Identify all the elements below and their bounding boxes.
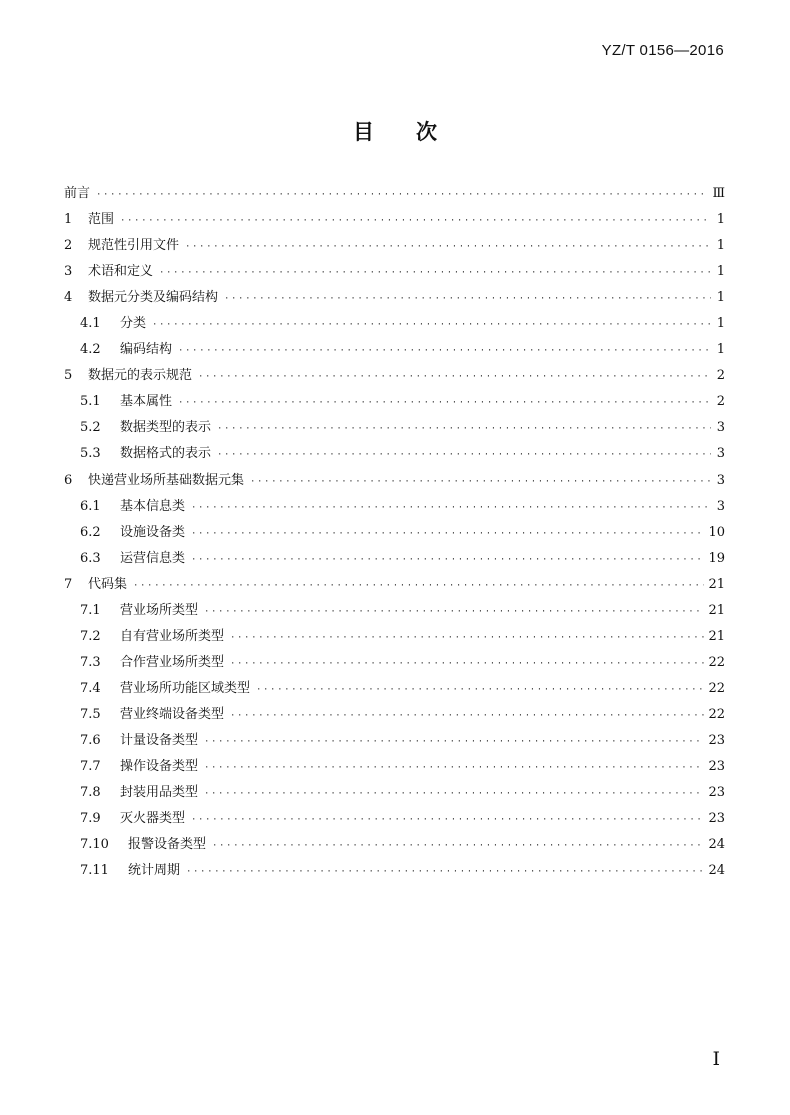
toc-entry[interactable] xyxy=(64,598,725,624)
toc-entry-title: 前言 xyxy=(64,186,91,201)
toc-entry[interactable] xyxy=(64,207,725,233)
toc-page-number: 1 xyxy=(716,212,725,228)
toc-dot-leader xyxy=(204,729,704,755)
toc-dot-leader xyxy=(191,521,704,547)
toc-page-number: 2 xyxy=(716,368,725,384)
toc-dot-leader xyxy=(230,703,704,729)
toc-entry-number: 2 xyxy=(64,238,73,254)
toc-dot-leader xyxy=(217,442,711,468)
toc-entry-number: 7.1 xyxy=(80,602,101,618)
toc-entry-title: 营业场所类型 xyxy=(120,602,199,618)
toc-entry[interactable] xyxy=(64,780,725,806)
toc-page-number: 19 xyxy=(708,550,725,566)
toc-entry-title: 营业场所功能区域类型 xyxy=(120,680,251,696)
toc-entry[interactable] xyxy=(64,858,725,884)
toc-dot-leader xyxy=(178,390,711,416)
toc-entry[interactable] xyxy=(64,546,725,572)
toc-entry[interactable] xyxy=(64,233,725,259)
toc-entry-number: 1 xyxy=(64,212,73,228)
toc-entry[interactable] xyxy=(64,181,725,207)
toc-page-number: 1 xyxy=(716,316,725,332)
title-char-2: 次 xyxy=(416,120,437,144)
toc-entry-title: 计量设备类型 xyxy=(120,732,199,748)
toc-page-number: 3 xyxy=(716,498,725,514)
document-code: YZ/T 0156—2016 xyxy=(601,42,724,59)
toc-entry-number: 7.4 xyxy=(80,680,101,696)
toc-page-number: Ⅲ xyxy=(712,186,725,201)
toc-entry-title: 术语和定义 xyxy=(88,264,154,280)
toc-entry-title: 代码集 xyxy=(88,576,128,592)
toc-entry-number: 6.2 xyxy=(80,524,101,540)
toc-entry-title: 基本信息类 xyxy=(120,498,186,514)
toc-entry[interactable] xyxy=(64,363,725,389)
toc-entry-title: 编码结构 xyxy=(120,342,173,358)
toc-entry-title: 操作设备类型 xyxy=(120,759,199,775)
table-of-contents xyxy=(64,181,725,884)
toc-page-number: 1 xyxy=(716,342,725,358)
toc-entry[interactable] xyxy=(64,676,725,702)
toc-entry[interactable] xyxy=(64,441,725,467)
toc-dot-leader xyxy=(186,859,704,885)
toc-page-number: 21 xyxy=(708,628,725,644)
page-title xyxy=(0,116,790,146)
toc-page-number: 21 xyxy=(708,602,725,618)
toc-entry-number: 6.3 xyxy=(80,550,101,566)
toc-dot-leader xyxy=(230,625,704,651)
toc-dot-leader xyxy=(204,781,704,807)
title-char-1: 目 xyxy=(353,120,374,144)
toc-entry-number: 5.1 xyxy=(80,394,101,410)
toc-entry-title: 灭火器类型 xyxy=(120,811,186,827)
toc-entry-number: 4 xyxy=(64,290,73,306)
toc-entry[interactable] xyxy=(64,624,725,650)
toc-page-number: 3 xyxy=(716,472,725,488)
toc-page-number: 23 xyxy=(708,785,725,801)
toc-entry[interactable] xyxy=(64,468,725,494)
toc-page-number: 22 xyxy=(708,654,725,670)
toc-page-number: 1 xyxy=(716,290,725,306)
toc-dot-leader xyxy=(159,260,711,286)
toc-page-number: 2 xyxy=(716,394,725,410)
toc-entry-number: 3 xyxy=(64,264,73,280)
toc-page-number: 24 xyxy=(708,837,725,853)
toc-entry-title: 范围 xyxy=(88,212,115,228)
toc-entry[interactable] xyxy=(64,285,725,311)
toc-dot-leader xyxy=(250,469,711,495)
toc-entry-title: 数据元的表示规范 xyxy=(88,368,193,384)
toc-entry-number: 7.9 xyxy=(80,811,101,827)
toc-entry-number: 7.6 xyxy=(80,732,101,748)
toc-entry-number: 6.1 xyxy=(80,498,101,514)
toc-entry-title: 自有营业场所类型 xyxy=(120,628,225,644)
toc-dot-leader xyxy=(204,599,704,625)
toc-entry-title: 报警设备类型 xyxy=(128,837,207,853)
toc-dot-leader xyxy=(224,286,711,312)
toc-entry[interactable] xyxy=(64,728,725,754)
toc-dot-leader xyxy=(191,547,704,573)
toc-dot-leader xyxy=(256,677,704,703)
toc-entry-number: 5 xyxy=(64,368,73,384)
toc-page-number: 23 xyxy=(708,732,725,748)
page-folio: I xyxy=(712,1048,720,1070)
toc-entry[interactable] xyxy=(64,832,725,858)
toc-entry[interactable] xyxy=(64,494,725,520)
toc-entry-title: 基本属性 xyxy=(120,394,173,410)
toc-entry[interactable] xyxy=(64,520,725,546)
toc-entry-number: 7.7 xyxy=(80,759,101,775)
toc-page-number: 21 xyxy=(708,576,725,592)
toc-dot-leader xyxy=(204,755,704,781)
toc-entry-number: 7.11 xyxy=(80,863,109,879)
toc-entry-number: 7.10 xyxy=(80,837,109,853)
toc-dot-leader xyxy=(212,833,704,859)
toc-dot-leader xyxy=(185,234,711,260)
toc-dot-leader xyxy=(96,182,708,208)
toc-dot-leader xyxy=(191,807,704,833)
toc-entry-title: 数据格式的表示 xyxy=(120,446,212,462)
toc-entry-title: 运营信息类 xyxy=(120,550,186,566)
toc-dot-leader xyxy=(198,364,711,390)
toc-page-number: 3 xyxy=(716,420,725,436)
toc-dot-leader xyxy=(230,651,704,677)
toc-entry-title: 设施设备类 xyxy=(120,524,186,540)
toc-entry-title: 封装用品类型 xyxy=(120,785,199,801)
toc-entry[interactable] xyxy=(64,389,725,415)
toc-page-number: 1 xyxy=(716,264,725,280)
toc-entry-title: 营业终端设备类型 xyxy=(120,706,225,722)
toc-entry[interactable] xyxy=(64,702,725,728)
toc-entry-title: 快递营业场所基础数据元集 xyxy=(88,472,245,488)
toc-entry-number: 7.3 xyxy=(80,654,101,670)
toc-dot-leader xyxy=(191,495,711,521)
toc-entry[interactable] xyxy=(64,337,725,363)
toc-entry-title: 统计周期 xyxy=(128,863,181,879)
toc-entry-title: 分类 xyxy=(120,316,147,332)
toc-page-number: 10 xyxy=(708,524,725,540)
toc-entry-number: 7 xyxy=(64,576,73,592)
toc-entry-number: 4.2 xyxy=(80,342,101,358)
toc-dot-leader xyxy=(133,573,704,599)
toc-entry[interactable] xyxy=(64,259,725,285)
toc-entry-title: 数据元分类及编码结构 xyxy=(88,290,219,306)
toc-page-number: 22 xyxy=(708,680,725,696)
toc-page-number: 22 xyxy=(708,706,725,722)
toc-entry-number: 5.3 xyxy=(80,446,101,462)
toc-page-number: 1 xyxy=(716,238,725,254)
toc-entry-number: 7.5 xyxy=(80,706,101,722)
toc-entry-number: 7.2 xyxy=(80,628,101,644)
toc-entry[interactable] xyxy=(64,650,725,676)
toc-entry[interactable] xyxy=(64,311,725,337)
toc-entry-number: 5.2 xyxy=(80,420,101,436)
toc-entry-title: 合作营业场所类型 xyxy=(120,654,225,670)
toc-page-number: 3 xyxy=(716,446,725,462)
toc-page-number: 23 xyxy=(708,759,725,775)
toc-entry-title: 规范性引用文件 xyxy=(88,238,180,254)
toc-entry-number: 6 xyxy=(64,472,73,488)
toc-entry[interactable] xyxy=(64,415,725,441)
toc-dot-leader xyxy=(152,312,711,338)
toc-entry-number: 7.8 xyxy=(80,785,101,801)
toc-dot-leader xyxy=(120,208,711,234)
toc-entry[interactable] xyxy=(64,572,725,598)
toc-page-number: 23 xyxy=(708,811,725,827)
toc-dot-leader xyxy=(217,416,711,442)
toc-entry[interactable] xyxy=(64,754,725,780)
toc-page-number: 24 xyxy=(708,863,725,879)
toc-entry-number: 4.1 xyxy=(80,316,101,332)
toc-entry[interactable] xyxy=(64,806,725,832)
toc-dot-leader xyxy=(178,338,711,364)
toc-entry-title: 数据类型的表示 xyxy=(120,420,212,436)
